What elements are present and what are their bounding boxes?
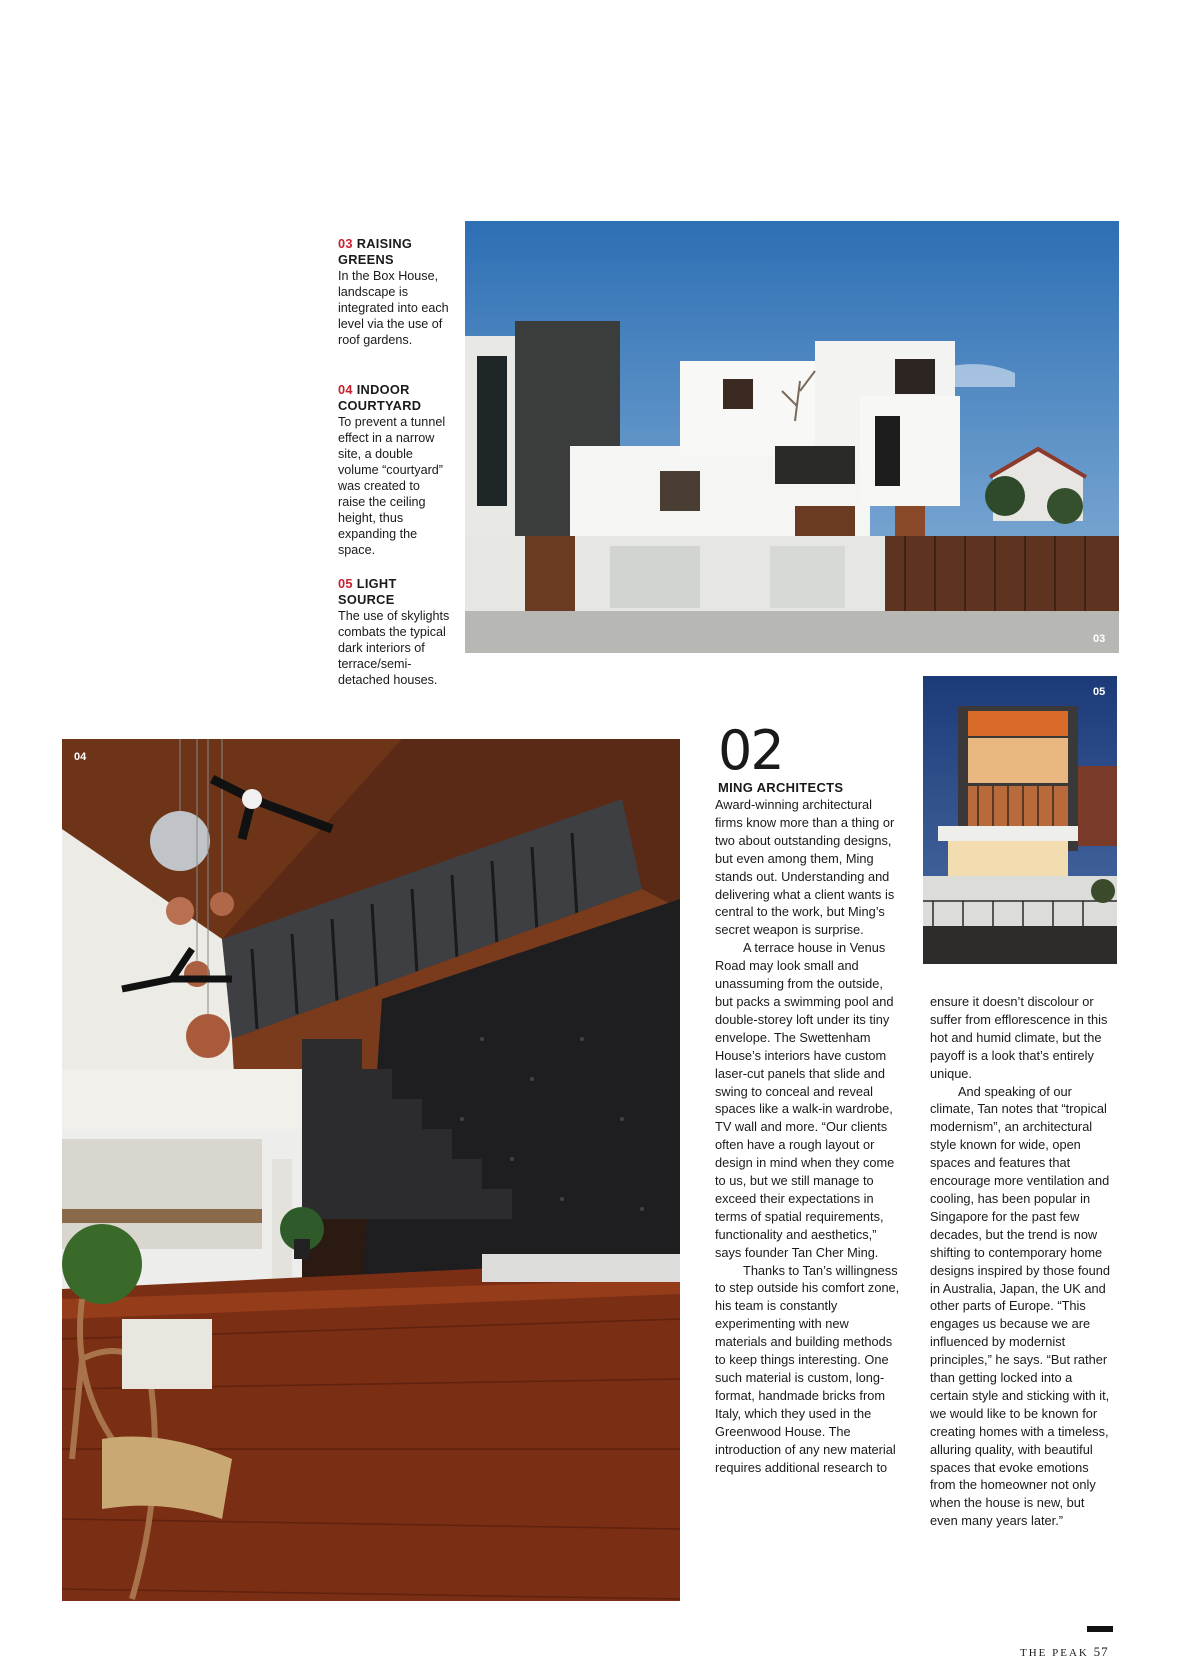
caption-04	[338, 382, 450, 558]
photo-indoor-courtyard	[62, 739, 680, 1601]
caption-text: To prevent a tunnel effect in a narrow site, a double volume “courtyard” was created to raise the ceiling height, thus expanding the space.	[338, 415, 446, 557]
caption-title: RAISING GREENS	[338, 236, 413, 267]
photo-label: 03	[1093, 633, 1106, 645]
caption-05	[338, 576, 450, 688]
paragraph: ensure it doesn’t discolour or suffer from efflorescence in this hot and humid climate, but the payoff is a look that’s entirely unique.	[930, 994, 1108, 1081]
paragraph: And speaking of our climate, Tan notes that “tropical modernism”, an architectural style known for wide, open spaces and features that encourage more ventilation and cooling, has been popular in Singapore for the past few decades, but the trend is now shifting to contemporary home designs inspired by those found in Australia, Japan, the UK and other parts of Europe. “This engages us because we are influenced by modernist principles,” he says. “But rather than getting locked into a certain style and sticking with it, we would like to be known for creating homes with a timeless, alluring quality, with beautiful spaces that evoke emotions from the homeowner not only when the house is new, but even many years later.”	[930, 1083, 1110, 1529]
caption-heading	[338, 382, 450, 414]
page-number: 57	[1093, 1644, 1109, 1659]
caption-number: 05	[338, 576, 353, 591]
body-column-2	[930, 993, 1114, 1530]
article-number: 02	[718, 719, 783, 782]
caption-title: LIGHT SOURCE	[338, 576, 397, 607]
photo-box-house	[465, 221, 1119, 653]
magazine-name: THE PEAK	[1020, 1647, 1089, 1659]
caption-03	[338, 236, 450, 348]
caption-heading	[338, 236, 450, 268]
caption-text: The use of skylights combats the typical dark interiors of terrace/semi-detached houses.	[338, 609, 450, 687]
photo-label: 05	[1093, 686, 1106, 698]
paragraph: Award-winning architectural firms know more than a thing or two about outstanding designs, but even among them, Ming stands out. Understanding and delivering what a client wants is central to the work, but Ming’s secret weapon is surprise.	[715, 797, 895, 938]
body-column-1	[715, 796, 901, 1476]
box-house-illustration	[465, 221, 1119, 653]
paragraph: Thanks to Tan’s willingness to step outside his comfort zone, his team is constantly experimenting with new materials and building methods to keep things interesting. One such material is custom, long-format, handmade bricks from Italy, which they used in the Greenwood House. The introduction of any new material requires additional research to	[715, 1262, 900, 1475]
caption-heading	[338, 576, 450, 608]
courtyard-illustration	[62, 739, 680, 1601]
paragraph: A terrace house in Venus Road may look small and unassuming from the outside, but packs a swimming pool and double-storey loft under its tiny envelope. The Swettenham House’s interiors have custom laser-cut panels that slide and swing to conceal and reveal spaces like a walk-in wardrobe, TV wall and more. “Our clients often have a rough layout or design in mind when they come to us, but we still manage to exceed their expectations in terms of spatial requirements, functionality and aesthetics,” says founder Tan Cher Ming.	[715, 940, 895, 1260]
firm-name: MING ARCHITECTS	[718, 780, 844, 795]
photo-dusk-house	[923, 676, 1117, 964]
caption-title: INDOOR COURTYARD	[338, 382, 422, 413]
page-footer	[1020, 1644, 1109, 1660]
caption-number: 04	[338, 382, 353, 397]
caption-text: In the Box House, landscape is integrated into each level via the use of roof gardens.	[338, 269, 449, 347]
dusk-house-illustration	[923, 676, 1117, 964]
photo-label: 04	[74, 751, 87, 763]
footer-rule	[1087, 1626, 1113, 1632]
caption-number: 03	[338, 236, 353, 251]
